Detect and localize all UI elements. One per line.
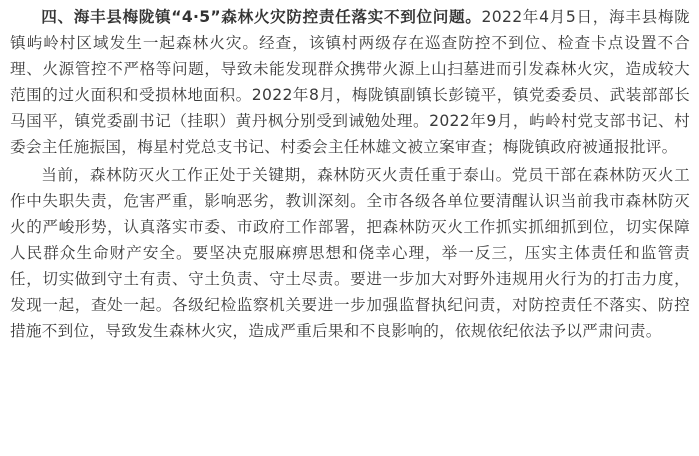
case-body-text: 2022年4月5日，海丰县梅陇镇屿岭村区域发生一起森林火灾。经查，该镇村两级存在巡查防控不到位、检查卡点设置不合理、火源管控不严格等问题，导致未能发现群众携带火源上山扫墓进而引发森林火灾，造成较大范围的过火面积和受损林地面积。2022年8月，梅陇镇副镇长彭镜平，镇党委委员、武装部部长马国平，镇党委副书记（挂职）黄丹枫分别受到诫勉处理。2022年9月，屿岭村党支部书记、村委会主任施振国，梅星村党总支书记、村委会主任林雄文被立案审查；梅陇镇政府被通报批评。 xyxy=(10,8,690,156)
paragraph-conclusion: 当前，森林防灭火工作正处于关键期，森林防灭火责任重于泰山。党员干部在森林防灭火工作中失职失责，危害严重，影响恶劣，教训深刻。全市各级各单位要清醒认识当前我市森林防灭火的严峻形势，认真落实市委、市政府工作部署，把森林防灭火工作抓实抓细抓到位，切实保障人民群众生命财产安全。要坚决克服麻痹思想和侥幸心理，举一反三，压实主体责任和监管责任，切实做到守土有责、守土负责、守土尽责。要进一步加大对野外违规用火行为的打击力度，发现一起，查处一起。各级纪检监察机关要进一步加强监督执纪问责，对防控责任不落实、防控措施不到位，导致发生森林火灾，造成严重后果和不良影响的，依规依纪依法予以严肃问责。 xyxy=(10,166,690,340)
paragraph-case-four xyxy=(10,4,690,160)
case-heading: 四、海丰县梅陇镇“4·5”森林火灾防控责任落实不到位问题。 xyxy=(41,8,482,26)
article-body xyxy=(10,4,690,346)
